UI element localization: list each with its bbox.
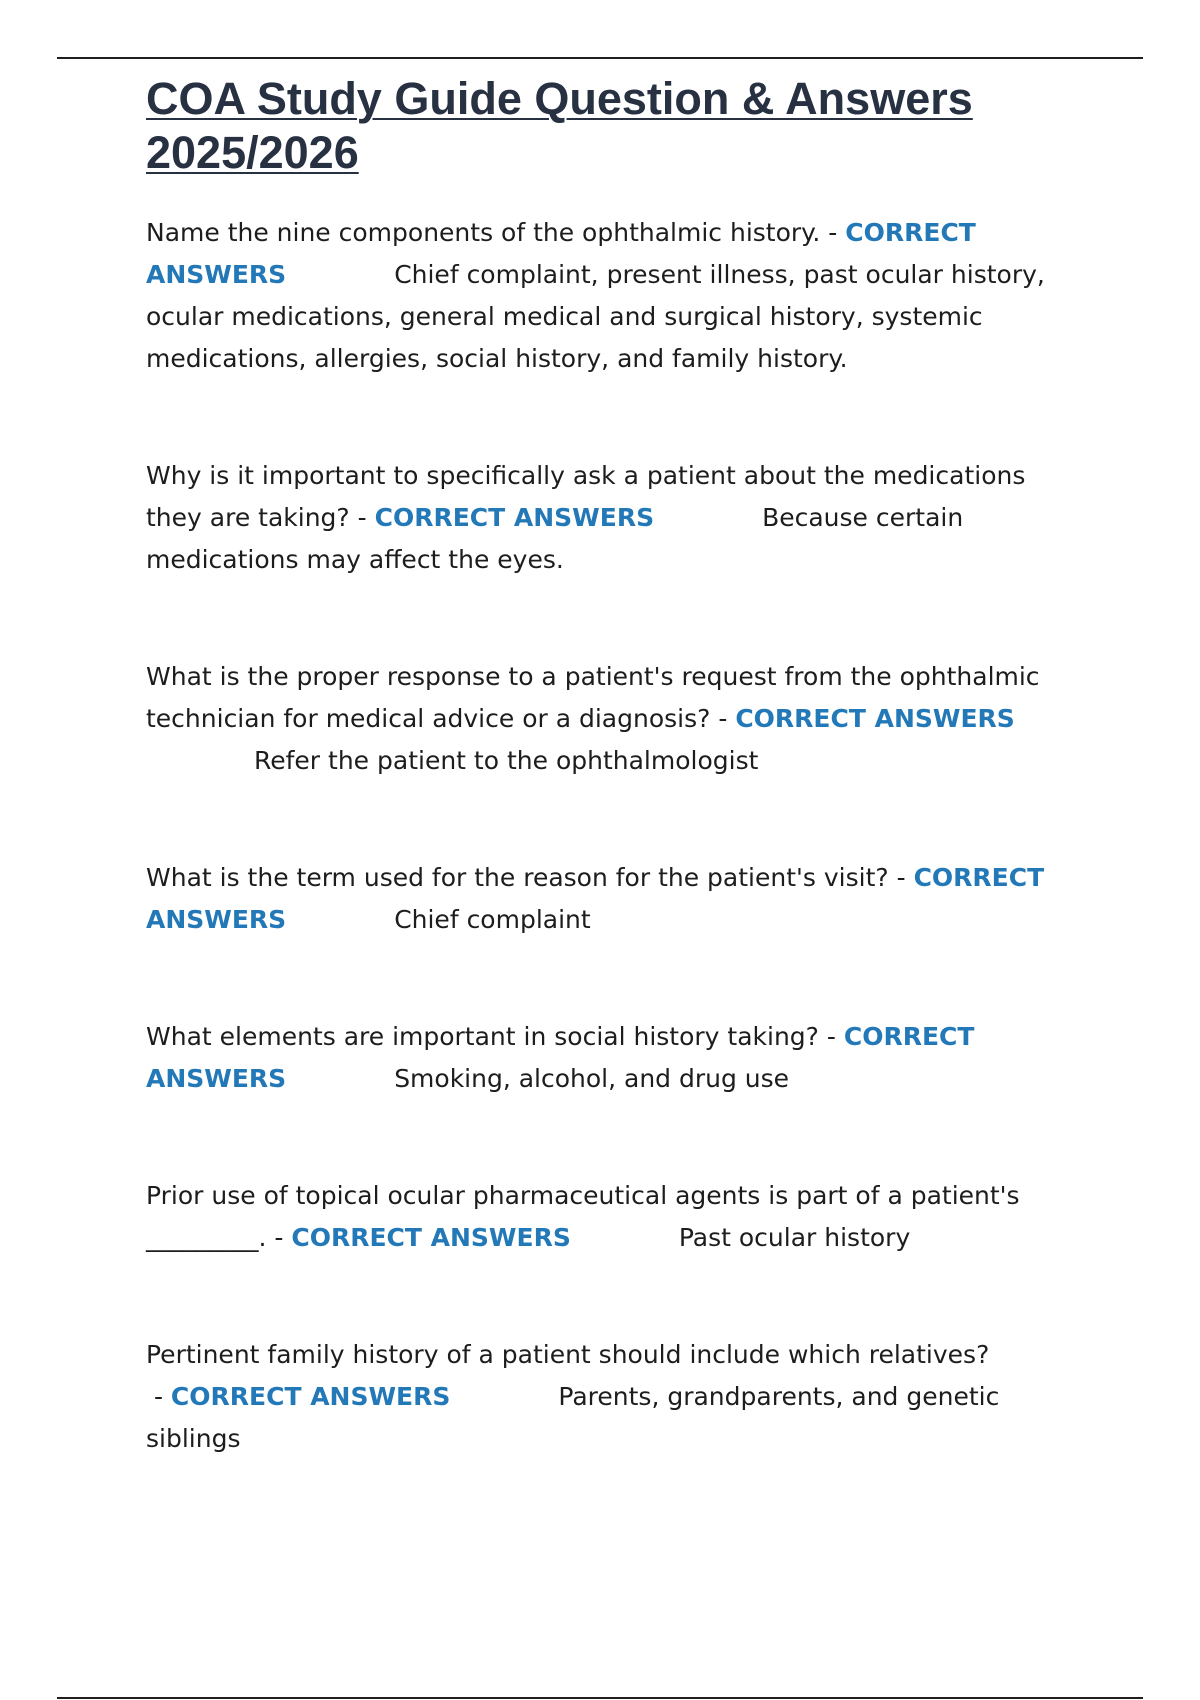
answer-text: Parents, grandparents, and genetic siblings [146,1382,1000,1453]
answer-text: Chief complaint [394,905,591,934]
question-text: Prior use of topical ocular pharmaceutical agents is part of a patient's _________. [146,1181,1020,1252]
separator: - [820,218,846,247]
qa-item-2 [146,455,1086,581]
qa-item-1 [146,212,1086,380]
separator: - [818,1022,844,1051]
bottom-rule [57,1697,1143,1699]
question-text: Name the nine components of the ophthalmic history. [146,218,821,247]
qa-item-3 [146,656,1086,782]
correct-answers-label: CORRECT ANSWERS [146,863,1045,934]
correct-answers-label: CORRECT ANSWERS [146,218,976,289]
answer-text: Smoking, alcohol, and drug use [394,1064,790,1093]
answer-text: Chief complaint, present illness, past ocular history, ocular medications, general medical and surgical history, systemic medications, allergies, social history, and family history. [146,260,1045,373]
top-rule [57,57,1143,59]
separator: - [888,863,914,892]
separator: - [349,503,375,532]
document-body [146,72,1086,1535]
qa-item-5 [146,1016,1086,1100]
qa-item-4 [146,857,1086,941]
qa-item-6 [146,1175,1086,1259]
correct-answers-label: CORRECT ANSWERS [374,503,655,532]
correct-answers-label: CORRECT ANSWERS [170,1382,451,1411]
question-text: What is the proper response to a patient's request from the ophthalmic technician for medical advice or a diagnosis? [146,662,1040,733]
document-title: COA Study Guide Question & Answers 2025/2026 [146,73,973,178]
question-text: What elements are important in social history taking? [146,1022,819,1051]
question-text: What is the term used for the reason for the patient's visit? [146,863,889,892]
answer-text: Refer the patient to the ophthalmologist [254,746,759,775]
separator: - [266,1223,292,1252]
correct-answers-label: CORRECT ANSWERS [146,1022,975,1093]
question-text: Why is it important to specifically ask a patient about the medications they are taking? [146,461,1026,532]
answer-text: Because certain medications may affect the eyes. [146,503,964,574]
question-text: Pertinent family history of a patient should include which relatives? [146,1340,990,1369]
qa-item-7 [146,1334,1086,1460]
correct-answers-label: CORRECT ANSWERS [291,1223,571,1252]
separator: - [710,704,736,733]
correct-answers-label: CORRECT ANSWERS [735,704,1015,733]
separator: - [146,1382,171,1411]
answer-text: Past ocular history [678,1223,911,1252]
